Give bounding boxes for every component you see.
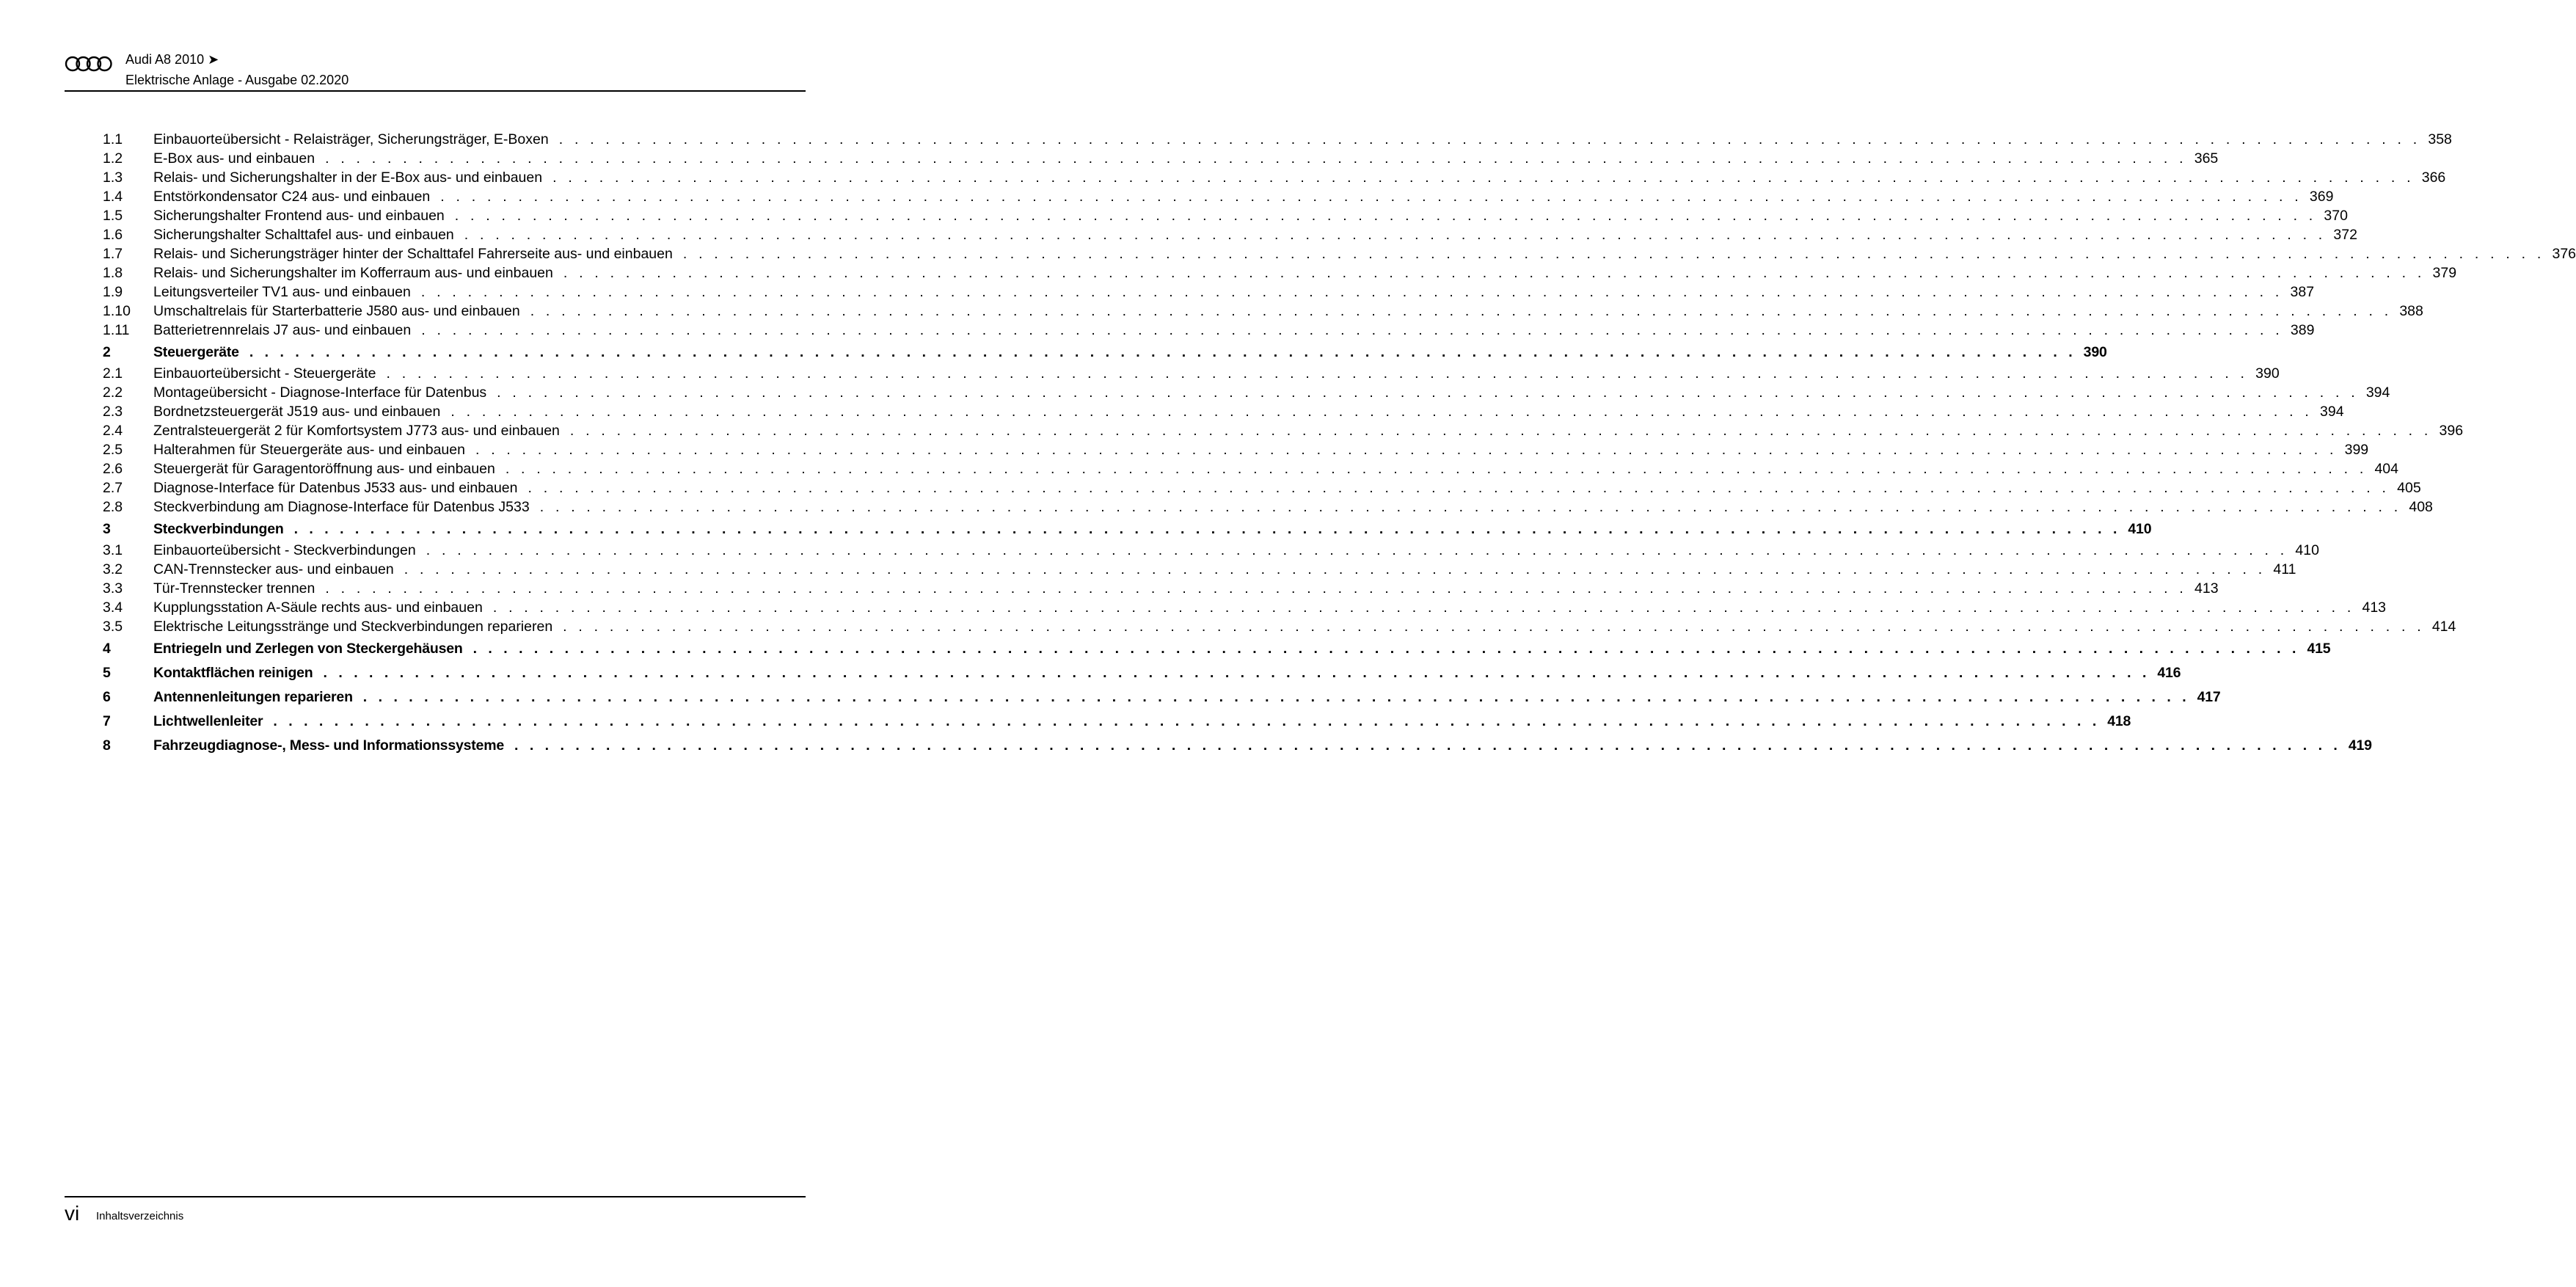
toc-entry-number: 8: [103, 737, 111, 754]
toc-entry-title: Relais- und Sicherungshalter in der E-Box aus- und einbauen: [153, 169, 543, 186]
toc-entry[interactable]: [103, 478, 2421, 497]
toc-entry-page: 417: [2197, 689, 2221, 705]
toc-entry[interactable]: [103, 383, 2390, 402]
toc-dot-leader: . . . . . . . . . . . . . . . . . . . . . . . . . . . . . . . . . . . . . . . . . . . . . . . . . . . . . . . . . . . . . . . . . . . . . . . . . . . . . . . . . . . . . . . . . . . . . . . . . . . . . . . . . . . . . . . . . . . . . . . .: [539, 499, 2402, 515]
toc-dot-leader: . . . . . . . . . . . . . . . . . . . . . . . . . . . . . . . . . . . . . . . . . . . . . . . . . . . . . . . . . . . . . . . . . . . . . . . . . . . . . . . . . . . . . . . . . . . . . . . . . . . . . . . . . . . . . . . . . . . . . . . .: [440, 189, 2302, 205]
toc-chapter-entry[interactable]: [103, 710, 2131, 733]
toc-entry-page: 410: [2295, 542, 2319, 558]
toc-entry-title: Sicherungshalter Schalttafel aus- und einbauen: [153, 227, 454, 243]
toc-chapter-entry[interactable]: [103, 638, 2331, 660]
table-of-contents: [103, 130, 2576, 757]
toc-entry-title: Steuergerät für Garagentoröffnung aus- und einbauen: [153, 461, 495, 477]
toc-entry-title: Steckverbindung am Diagnose-Interface für Datenbus J533: [153, 499, 530, 515]
toc-chapter-entry[interactable]: [103, 662, 2181, 685]
toc-dot-leader: . . . . . . . . . . . . . . . . . . . . . . . . . . . . . . . . . . . . . . . . . . . . . . . . . . . . . . . . . . . . . . . . . . . . . . . . . . . . . . . . . . . . . . . . . . . . . . . . . . . . . . . . . . . . . . . . . . . . . . . .: [472, 641, 2300, 657]
toc-entry-page: 372: [2333, 227, 2357, 243]
toc-entry-number: 1.4: [103, 189, 123, 205]
toc-entry-title: Steckverbindungen: [153, 521, 284, 537]
toc-dot-leader: . . . . . . . . . . . . . . . . . . . . . . . . . . . . . . . . . . . . . . . . . . . . . . . . . . . . . . . . . . . . . . . . . . . . . . . . . . . . . . . . . . . . . . . . . . . . . . . . . . . . . . . . . . . . . . . . . . . . . . . .: [492, 599, 2355, 616]
toc-entry-page: 416: [2157, 665, 2181, 681]
toc-entry[interactable]: [103, 560, 2296, 579]
toc-entry-page: 413: [2194, 580, 2219, 597]
toc-entry-title: Entriegeln und Zerlegen von Steckergehäusen: [153, 641, 463, 657]
toc-entry[interactable]: [103, 421, 2464, 440]
toc-entry-title: Relais- und Sicherungsträger hinter der Schalttafel Fahrerseite aus- und einbauen: [153, 246, 673, 262]
toc-entry-page: 388: [2399, 303, 2423, 319]
toc-entry-number: 1.5: [103, 208, 123, 224]
toc-dot-leader: . . . . . . . . . . . . . . . . . . . . . . . . . . . . . . . . . . . . . . . . . . . . . . . . . . . . . . . . . . . . . . . . . . . . . . . . . . . . . . . . . . . . . . . . . . . . . . . . . . . . . . . . . . . . . . . . . . . . . . . .: [552, 169, 2415, 186]
toc-entry[interactable]: [103, 321, 2315, 340]
toc-dot-leader: . . . . . . . . . . . . . . . . . . . . . . . . . . . . . . . . . . . . . . . . . . . . . . . . . . . . . . . . . . . . . . . . . . . . . . . . . . . . . . . . . . . . . . . . . . . . . . . . . . . . . . . . . . . . . . . . . . . . . . . .: [505, 461, 2368, 477]
toc-entry[interactable]: [103, 244, 2576, 263]
toc-dot-leader: . . . . . . . . . . . . . . . . . . . . . . . . . . . . . . . . . . . . . . . . . . . . . . . . . . . . . . . . . . . . . . . . . . . . . . . . . . . . . . . . . . . . . . . . . . . . . . . . . . . . . . . . . . . . . . . . . . . . . . . .: [530, 303, 2393, 319]
toc-entry[interactable]: [103, 225, 2357, 244]
toc-entry-title: Zentralsteuergerät 2 für Komfortsystem J773 aus- und einbauen: [153, 423, 560, 439]
toc-dot-leader: . . . . . . . . . . . . . . . . . . . . . . . . . . . . . . . . . . . . . . . . . . . . . . . . . . . . . . . . . . . . . . . . . . . . . . . . . . . . . . . . . . . . . . . . . . . . . . . . . . . . . . . . . . . . . . . . . . . . . . . .: [464, 227, 2327, 243]
footer-page-number: vi: [65, 1202, 80, 1225]
toc-entry-title: CAN-Trennstecker aus- und einbauen: [153, 561, 394, 577]
toc-entry-title: Einbauorteübersicht - Relaisträger, Sicherungsträger, E-Boxen: [153, 131, 549, 147]
toc-entry-number: 1.7: [103, 246, 123, 262]
toc-entry-title: Halterahmen für Steuergeräte aus- und einbauen: [153, 442, 465, 458]
toc-entry-title: E-Box aus- und einbauen: [153, 150, 315, 167]
toc-entry[interactable]: [103, 187, 2334, 206]
toc-entry-page: 414: [2431, 619, 2456, 635]
toc-entry-page: 376: [2552, 246, 2576, 262]
toc-entry-title: Einbauorteübersicht - Steckverbindungen: [153, 542, 416, 558]
toc-entry-title: Fahrzeugdiagnose-, Mess- und Informationssysteme: [153, 737, 504, 754]
toc-entry-page: 410: [2128, 521, 2152, 537]
toc-entry-number: 3.5: [103, 619, 123, 635]
toc-entry[interactable]: [103, 579, 2219, 598]
footer-divider: [65, 1196, 806, 1197]
toc-dot-leader: . . . . . . . . . . . . . . . . . . . . . . . . . . . . . . . . . . . . . . . . . . . . . . . . . . . . . . . . . . . . . . . . . . . . . . . . . . . . . . . . . . . . . . . . . . . . . . . . . . . . . . . . . . . . . . . . . . . . . . . .: [514, 737, 2341, 754]
toc-entry-title: Steuergeräte: [153, 344, 239, 360]
toc-entry[interactable]: [103, 440, 2369, 459]
toc-entry-page: 390: [2083, 344, 2107, 360]
toc-entry-number: 2.1: [103, 365, 123, 382]
toc-dot-leader: . . . . . . . . . . . . . . . . . . . . . . . . . . . . . . . . . . . . . . . . . . . . . . . . . . . . . . . . . . . . . . . . . . . . . . . . . . . . . . . . . . . . . . . . . . . . . . . . . . . . . . . . . . . . . . . . . . . . . . . .: [404, 561, 2266, 577]
header-divider: [65, 90, 806, 92]
footer-section-label: Inhaltsverzeichnis: [96, 1210, 184, 1222]
toc-dot-leader: . . . . . . . . . . . . . . . . . . . . . . . . . . . . . . . . . . . . . . . . . . . . . . . . . . . . . . . . . . . . . . . . . . . . . . . . . . . . . . . . . . . . . . . . . . . . . . . . . . . . . . . . . . . . . . . . . . . . . . . .: [420, 284, 2283, 300]
toc-entry-number: 3.4: [103, 599, 123, 616]
toc-entry-number: 7: [103, 713, 111, 729]
header-edition-title: Elektrische Anlage - Ausgabe 02.2020: [125, 73, 349, 87]
toc-entry-number: 2.3: [103, 404, 123, 420]
toc-entry-number: 1.3: [103, 169, 123, 186]
toc-entry-title: Diagnose-Interface für Datenbus J533 aus- und einbauen: [153, 480, 518, 496]
toc-dot-leader: . . . . . . . . . . . . . . . . . . . . . . . . . . . . . . . . . . . . . . . . . . . . . . . . . . . . . . . . . . . . . . . . . . . . . . . . . . . . . . . . . . . . . . . . . . . . . . . . . . . . . . . . . . . . . . . . . . . . . . . .: [563, 265, 2426, 281]
toc-entry-number: 2.4: [103, 423, 123, 439]
toc-entry[interactable]: [103, 459, 2398, 478]
toc-entry-page: 419: [2348, 737, 2372, 754]
toc-entry[interactable]: [103, 541, 2319, 560]
toc-entry-title: Bordnetzsteuergerät J519 aus- und einbauen: [153, 404, 441, 420]
toc-entry-number: 2.7: [103, 480, 123, 496]
toc-entry-page: 394: [2365, 384, 2390, 401]
audi-rings-logo: [65, 56, 113, 72]
toc-entry[interactable]: [103, 263, 2457, 282]
toc-dot-leader: . . . . . . . . . . . . . . . . . . . . . . . . . . . . . . . . . . . . . . . . . . . . . . . . . . . . . . . . . . . . . . . . . . . . . . . . . . . . . . . . . . . . . . . . . . . . . . . . . . . . . . . . . . . . . . . . . . . . . . . .: [421, 322, 2283, 338]
toc-entry-number: 3: [103, 521, 111, 537]
toc-dot-leader: . . . . . . . . . . . . . . . . . . . . . . . . . . . . . . . . . . . . . . . . . . . . . . . . . . . . . . . . . . . . . . . . . . . . . . . . . . . . . . . . . . . . . . . . . . . . . . . . . . . . . . . . . . . . . . . . . . . . . . . .: [386, 365, 2249, 382]
toc-entry-page: 390: [2255, 365, 2280, 382]
toc-entry-number: 1.10: [103, 303, 131, 319]
toc-entry-page: 387: [2290, 284, 2315, 300]
toc-entry-page: 379: [2432, 265, 2457, 281]
toc-entry-number: 3.2: [103, 561, 123, 577]
toc-chapter-entry[interactable]: [103, 686, 2221, 709]
toc-dot-leader: . . . . . . . . . . . . . . . . . . . . . . . . . . . . . . . . . . . . . . . . . . . . . . . . . . . . . . . . . . . . . . . . . . . . . . . . . . . . . . . . . . . . . . . . . . . . . . . . . . . . . . . . . . . . . . . . . . . . . . . .: [475, 442, 2338, 458]
toc-entry-title: Antennenleitungen reparieren: [153, 689, 353, 705]
toc-entry-number: 3.3: [103, 580, 123, 597]
toc-entry-title: Batterietrennrelais J7 aus- und einbauen: [153, 322, 412, 338]
toc-entry-page: 389: [2290, 322, 2315, 338]
toc-entry-page: 418: [2107, 713, 2131, 729]
toc-entry-title: Kupplungsstation A-Säule rechts aus- und einbauen: [153, 599, 483, 616]
toc-entry-title: Einbauorteübersicht - Steuergeräte: [153, 365, 376, 382]
toc-entry-title: Relais- und Sicherungshalter im Kofferraum aus- und einbauen: [153, 265, 553, 281]
toc-entry[interactable]: [103, 364, 2280, 383]
toc-entry-page: 366: [2421, 169, 2446, 186]
toc-entry-page: 413: [2362, 599, 2387, 616]
toc-entry[interactable]: [103, 149, 2219, 168]
toc-entry-number: 2.5: [103, 442, 123, 458]
toc-chapter-entry[interactable]: [103, 734, 2372, 757]
toc-entry-number: 4: [103, 641, 111, 657]
toc-dot-leader: . . . . . . . . . . . . . . . . . . . . . . . . . . . . . . . . . . . . . . . . . . . . . . . . . . . . . . . . . . . . . . . . . . . . . . . . . . . . . . . . . . . . . . . . . . . . . . . . . . . . . . . . . . . . . . . . . . . . . . . .: [325, 150, 2187, 167]
toc-entry-number: 2.6: [103, 461, 123, 477]
toc-dot-leader: . . . . . . . . . . . . . . . . . . . . . . . . . . . . . . . . . . . . . . . . . . . . . . . . . . . . . . . . . . . . . . . . . . . . . . . . . . . . . . . . . . . . . . . . . . . . . . . . . . . . . . . . . . . . . . . . . . . . . . . .: [682, 246, 2545, 262]
toc-entry-page: 411: [2273, 561, 2296, 577]
toc-entry[interactable]: [103, 598, 2387, 617]
toc-entry-title: Entstörkondensator C24 aus- und einbauen: [153, 189, 431, 205]
toc-chapter-entry[interactable]: [103, 341, 2107, 364]
toc-entry[interactable]: [103, 302, 2423, 321]
toc-dot-leader: . . . . . . . . . . . . . . . . . . . . . . . . . . . . . . . . . . . . . . . . . . . . . . . . . . . . . . . . . . . . . . . . . . . . . . . . . . . . . . . . . . . . . . . . . . . . . . . . . . . . . . . . . . . . . . . . . . . . . . . .: [426, 542, 2288, 558]
toc-entry-page: 399: [2344, 442, 2369, 458]
toc-entry-number: 1.6: [103, 227, 123, 243]
toc-entry-number: 6: [103, 689, 111, 705]
toc-entry-number: 1.2: [103, 150, 123, 167]
toc-entry-title: Tür-Trennstecker trennen: [153, 580, 315, 597]
toc-dot-leader: . . . . . . . . . . . . . . . . . . . . . . . . . . . . . . . . . . . . . . . . . . . . . . . . . . . . . . . . . . . . . . . . . . . . . . . . . . . . . . . . . . . . . . . . . . . . . . . . . . . . . . . . . . . . . . . . . . . . . . . .: [273, 713, 2101, 729]
toc-entry-page: 370: [2324, 208, 2348, 224]
toc-entry-title: Umschaltrelais für Starterbatterie J580 aus- und einbauen: [153, 303, 520, 319]
toc-entry-number: 1.8: [103, 265, 123, 281]
toc-dot-leader: . . . . . . . . . . . . . . . . . . . . . . . . . . . . . . . . . . . . . . . . . . . . . . . . . . . . . . . . . . . . . . . . . . . . . . . . . . . . . . . . . . . . . . . . . . . . . . . . . . . . . . . . . . . . . . . . . . . . . . . .: [454, 208, 2317, 224]
toc-entry-title: Kontaktflächen reinigen: [153, 665, 313, 681]
toc-entry-title: Lichtwellenleiter: [153, 713, 263, 729]
toc-dot-leader: . . . . . . . . . . . . . . . . . . . . . . . . . . . . . . . . . . . . . . . . . . . . . . . . . . . . . . . . . . . . . . . . . . . . . . . . . . . . . . . . . . . . . . . . . . . . . . . . . . . . . . . . . . . . . . . . . . . . . . . .: [450, 404, 2313, 420]
toc-entry-number: 2: [103, 344, 111, 360]
toc-dot-leader: . . . . . . . . . . . . . . . . . . . . . . . . . . . . . . . . . . . . . . . . . . . . . . . . . . . . . . . . . . . . . . . . . . . . . . . . . . . . . . . . . . . . . . . . . . . . . . . . . . . . . . . . . . . . . . . . . . . . . . . .: [249, 344, 2076, 360]
toc-entry-title: Leitungsverteiler TV1 aus- und einbauen: [153, 284, 411, 300]
toc-entry-number: 3.1: [103, 542, 123, 558]
toc-entry[interactable]: [103, 402, 2344, 421]
toc-entry-number: 1.1: [103, 131, 123, 147]
toc-dot-leader: . . . . . . . . . . . . . . . . . . . . . . . . . . . . . . . . . . . . . . . . . . . . . . . . . . . . . . . . . . . . . . . . . . . . . . . . . . . . . . . . . . . . . . . . . . . . . . . . . . . . . . . . . . . . . . . . . . . . . . . .: [497, 384, 2359, 401]
toc-entry-page: 358: [2428, 131, 2452, 147]
toc-dot-leader: . . . . . . . . . . . . . . . . . . . . . . . . . . . . . . . . . . . . . . . . . . . . . . . . . . . . . . . . . . . . . . . . . . . . . . . . . . . . . . . . . . . . . . . . . . . . . . . . . . . . . . . . . . . . . . . . . . . . . . . .: [323, 665, 2150, 681]
toc-dot-leader: . . . . . . . . . . . . . . . . . . . . . . . . . . . . . . . . . . . . . . . . . . . . . . . . . . . . . . . . . . . . . . . . . . . . . . . . . . . . . . . . . . . . . . . . . . . . . . . . . . . . . . . . . . . . . . . . . . . . . . . .: [569, 423, 2432, 439]
header-model-title: Audi A8 2010 ➤: [125, 52, 219, 67]
toc-entry-title: Sicherungshalter Frontend aus- und einbauen: [153, 208, 445, 224]
toc-entry-page: 408: [2409, 499, 2433, 515]
toc-entry-page: 405: [2397, 480, 2421, 496]
toc-dot-leader: . . . . . . . . . . . . . . . . . . . . . . . . . . . . . . . . . . . . . . . . . . . . . . . . . . . . . . . . . . . . . . . . . . . . . . . . . . . . . . . . . . . . . . . . . . . . . . . . . . . . . . . . . . . . . . . . . . . . . . . .: [362, 689, 2190, 705]
toc-entry[interactable]: [103, 168, 2446, 187]
toc-entry-number: 1.11: [103, 322, 130, 338]
toc-dot-leader: . . . . . . . . . . . . . . . . . . . . . . . . . . . . . . . . . . . . . . . . . . . . . . . . . . . . . . . . . . . . . . . . . . . . . . . . . . . . . . . . . . . . . . . . . . . . . . . . . . . . . . . . . . . . . . . . . . . . . . . .: [558, 131, 2421, 147]
toc-entry[interactable]: [103, 497, 2433, 517]
toc-entry-number: 1.9: [103, 284, 123, 300]
toc-entry-page: 369: [2309, 189, 2334, 205]
toc-dot-leader: . . . . . . . . . . . . . . . . . . . . . . . . . . . . . . . . . . . . . . . . . . . . . . . . . . . . . . . . . . . . . . . . . . . . . . . . . . . . . . . . . . . . . . . . . . . . . . . . . . . . . . . . . . . . . . . . . . . . . . . .: [563, 619, 2425, 635]
toc-entry-title: Elektrische Leitungsstränge und Steckverbindungen reparieren: [153, 619, 553, 635]
toc-entry-page: 394: [2320, 404, 2344, 420]
toc-entry-title: Montageübersicht - Diagnose-Interface für Datenbus: [153, 384, 487, 401]
toc-entry-number: 2.2: [103, 384, 123, 401]
toc-dot-leader: . . . . . . . . . . . . . . . . . . . . . . . . . . . . . . . . . . . . . . . . . . . . . . . . . . . . . . . . . . . . . . . . . . . . . . . . . . . . . . . . . . . . . . . . . . . . . . . . . . . . . . . . . . . . . . . . . . . . . . . .: [293, 521, 2121, 537]
toc-entry-number: 5: [103, 665, 111, 681]
toc-entry-page: 396: [2439, 423, 2464, 439]
toc-chapter-entry[interactable]: [103, 518, 2152, 541]
toc-entry[interactable]: [103, 282, 2315, 302]
toc-dot-leader: . . . . . . . . . . . . . . . . . . . . . . . . . . . . . . . . . . . . . . . . . . . . . . . . . . . . . . . . . . . . . . . . . . . . . . . . . . . . . . . . . . . . . . . . . . . . . . . . . . . . . . . . . . . . . . . . . . . . . . . .: [528, 480, 2390, 496]
toc-entry[interactable]: [103, 617, 2456, 636]
toc-entry-page: 415: [2307, 641, 2331, 657]
toc-entry-page: 404: [2374, 461, 2398, 477]
toc-entry[interactable]: [103, 130, 2452, 149]
toc-entry-number: 2.8: [103, 499, 123, 515]
toc-entry[interactable]: [103, 206, 2348, 225]
toc-entry-page: 365: [2194, 150, 2219, 167]
toc-dot-leader: . . . . . . . . . . . . . . . . . . . . . . . . . . . . . . . . . . . . . . . . . . . . . . . . . . . . . . . . . . . . . . . . . . . . . . . . . . . . . . . . . . . . . . . . . . . . . . . . . . . . . . . . . . . . . . . . . . . . . . . .: [325, 580, 2188, 597]
